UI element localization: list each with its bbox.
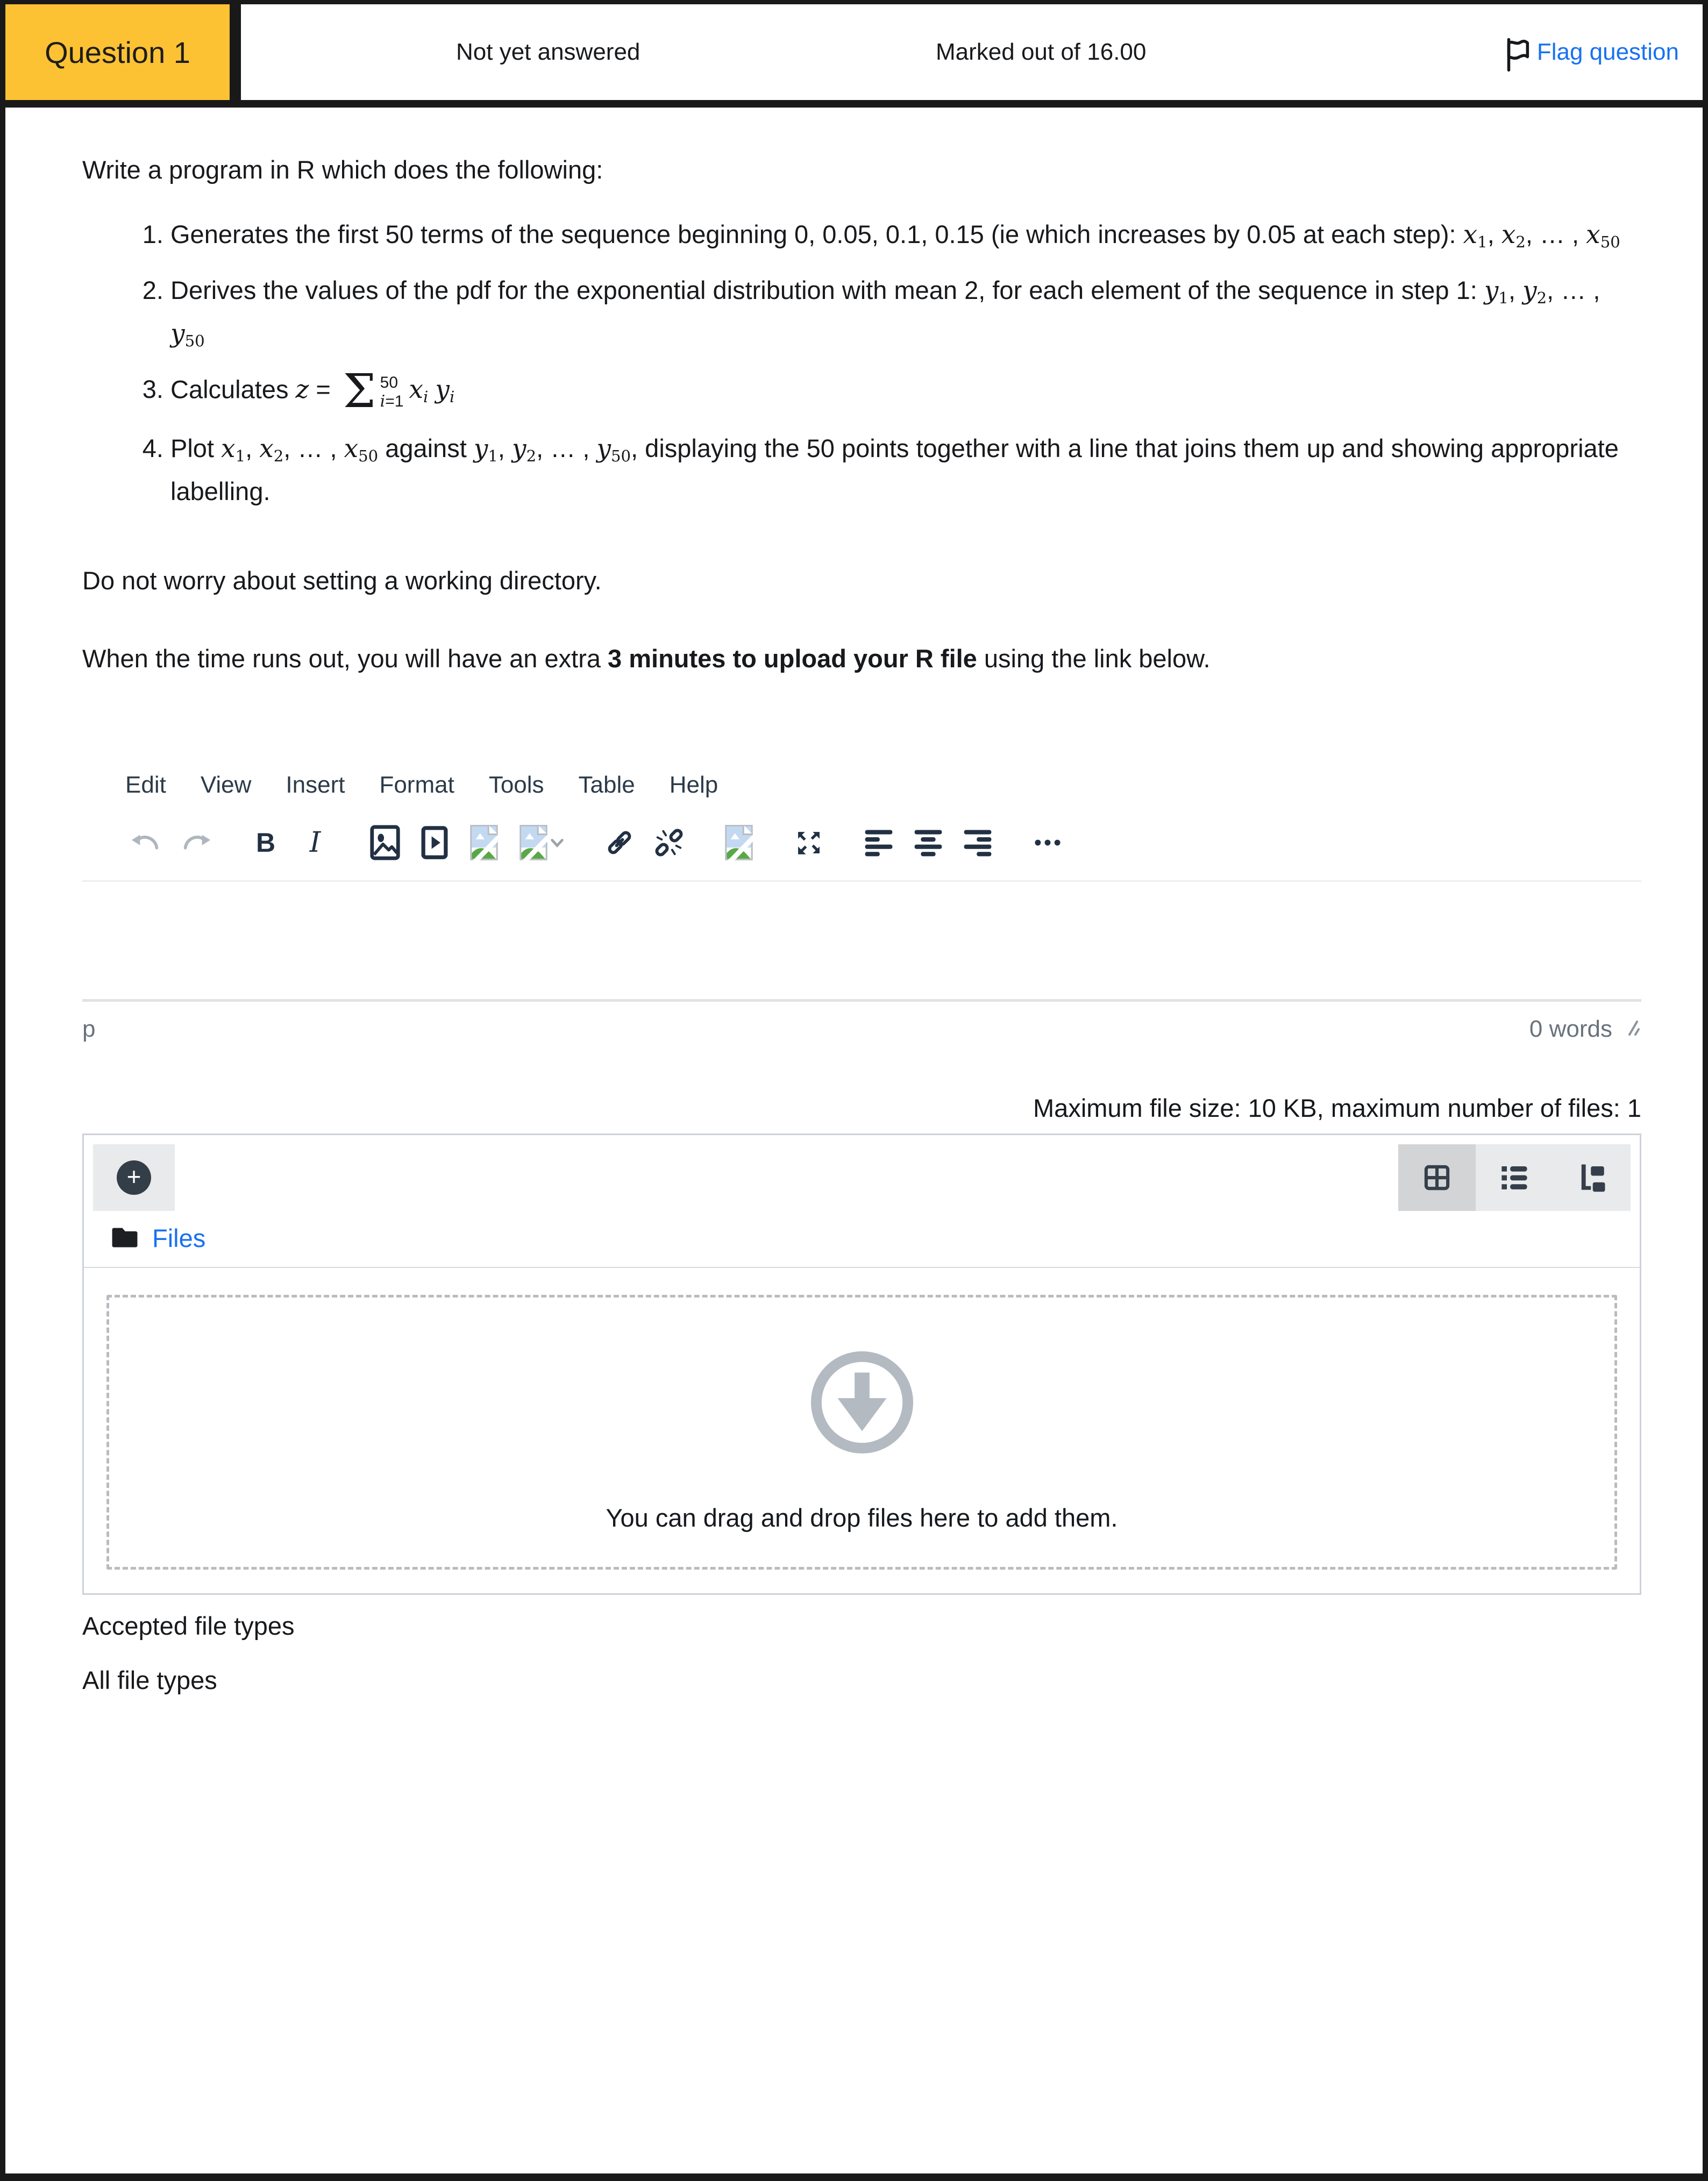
file-manager-divider <box>84 1267 1640 1268</box>
question-list-item: 4. Plot x1, x2, … , x50 against y1, y2, … , y50, displaying the 50 points together with a line that joins them up and showing appropriate labelling. <box>170 427 1641 513</box>
rich-text-editor <box>82 772 1641 1043</box>
align-right-icon[interactable] <box>960 822 995 863</box>
image-file-icon[interactable] <box>516 822 567 863</box>
more-icon[interactable] <box>1030 822 1065 863</box>
menu-table[interactable]: Table <box>578 772 635 799</box>
download-arrow-icon <box>109 1349 1614 1456</box>
add-file-button[interactable] <box>93 1144 175 1211</box>
add-file-icon: + <box>117 1160 151 1195</box>
editor-menubar <box>82 772 1641 799</box>
grid-view-button[interactable] <box>1398 1144 1476 1211</box>
file-manager <box>82 1134 1641 1595</box>
align-left-icon[interactable] <box>861 822 896 863</box>
align-center-icon[interactable] <box>910 822 946 863</box>
question-list-item: 1. Generates the first 50 terms of the sequence beginning 0, 0.05, 0.1, 0.15 (ie which increases by 0.05 at each step): x1, x2, … , x50 <box>170 213 1641 256</box>
flag-question-link[interactable] <box>1504 32 1679 72</box>
editor-content-area[interactable] <box>82 882 1641 999</box>
menu-edit[interactable]: Edit <box>125 772 166 799</box>
accepted-types-value: All file types <box>82 1666 217 1695</box>
question-body <box>5 155 1703 1695</box>
menu-tools[interactable]: Tools <box>488 772 544 799</box>
file-limits-note: Maximum file size: 10 KB, maximum number of files: 1 <box>1033 1094 1641 1123</box>
question-header <box>5 4 1703 108</box>
flag-question-label: Flag question <box>1536 39 1679 65</box>
image-file-icon[interactable] <box>721 822 757 863</box>
media-icon[interactable] <box>417 822 452 863</box>
question-note-upload: When the time runs out, you will have an extra 3 minutes to upload your R file using the link below. <box>82 644 1211 673</box>
question-status: Not yet answered <box>456 39 640 65</box>
files-root-link[interactable]: Files <box>152 1224 206 1253</box>
editor-toolbar <box>82 822 1641 882</box>
image-file-icon[interactable] <box>466 822 502 863</box>
list-view-button[interactable] <box>1476 1144 1553 1211</box>
element-path[interactable]: p <box>82 1016 96 1043</box>
file-path-row <box>84 1220 1640 1267</box>
question-header-info <box>241 4 1703 100</box>
sigma-sum: Σ 50 i=1 <box>343 364 404 418</box>
bold-icon[interactable]: B <box>248 822 283 863</box>
file-manager-toolbar <box>84 1135 1640 1220</box>
question-marks: Marked out of 16.00 <box>936 39 1147 65</box>
question-number-badge: Question 1 <box>5 4 241 100</box>
fullscreen-icon[interactable] <box>791 822 827 863</box>
editor-statusbar <box>82 1002 1641 1043</box>
question-list-item: 2. Derives the values of the pdf for the exponential distribution with mean 2, for each element of the sequence in step 1: y1, y2, … , y50 <box>170 269 1641 355</box>
resize-handle-icon[interactable] <box>1621 1016 1641 1043</box>
unlink-icon[interactable] <box>651 822 687 863</box>
view-toggle-group <box>1398 1144 1631 1211</box>
question-page <box>5 4 1703 1695</box>
accepted-types-label: Accepted file types <box>82 1612 295 1641</box>
menu-format[interactable]: Format <box>379 772 454 799</box>
redo-icon[interactable] <box>178 822 213 863</box>
italic-icon[interactable]: I <box>297 822 333 863</box>
question-note-directory: Do not worry about setting a working directory. <box>82 566 602 595</box>
flag-icon <box>1504 37 1532 72</box>
menu-view[interactable]: View <box>200 772 252 799</box>
file-dropzone[interactable] <box>106 1295 1617 1570</box>
tree-view-button[interactable] <box>1553 1144 1631 1211</box>
word-count[interactable]: 0 words <box>1529 1016 1612 1043</box>
dropzone-label: You can drag and drop files here to add them. <box>606 1503 1118 1533</box>
folder-icon <box>111 1225 138 1251</box>
image-icon[interactable] <box>367 822 403 863</box>
question-list <box>82 213 1641 513</box>
question-intro: Write a program in R which does the following: <box>82 155 603 184</box>
menu-insert[interactable]: Insert <box>286 772 345 799</box>
question-list-item: 3. Calculates z = Σ 50 i=1 xi yi <box>170 368 1641 415</box>
menu-help[interactable]: Help <box>669 772 718 799</box>
link-icon[interactable] <box>602 822 637 863</box>
undo-icon[interactable] <box>129 822 164 863</box>
